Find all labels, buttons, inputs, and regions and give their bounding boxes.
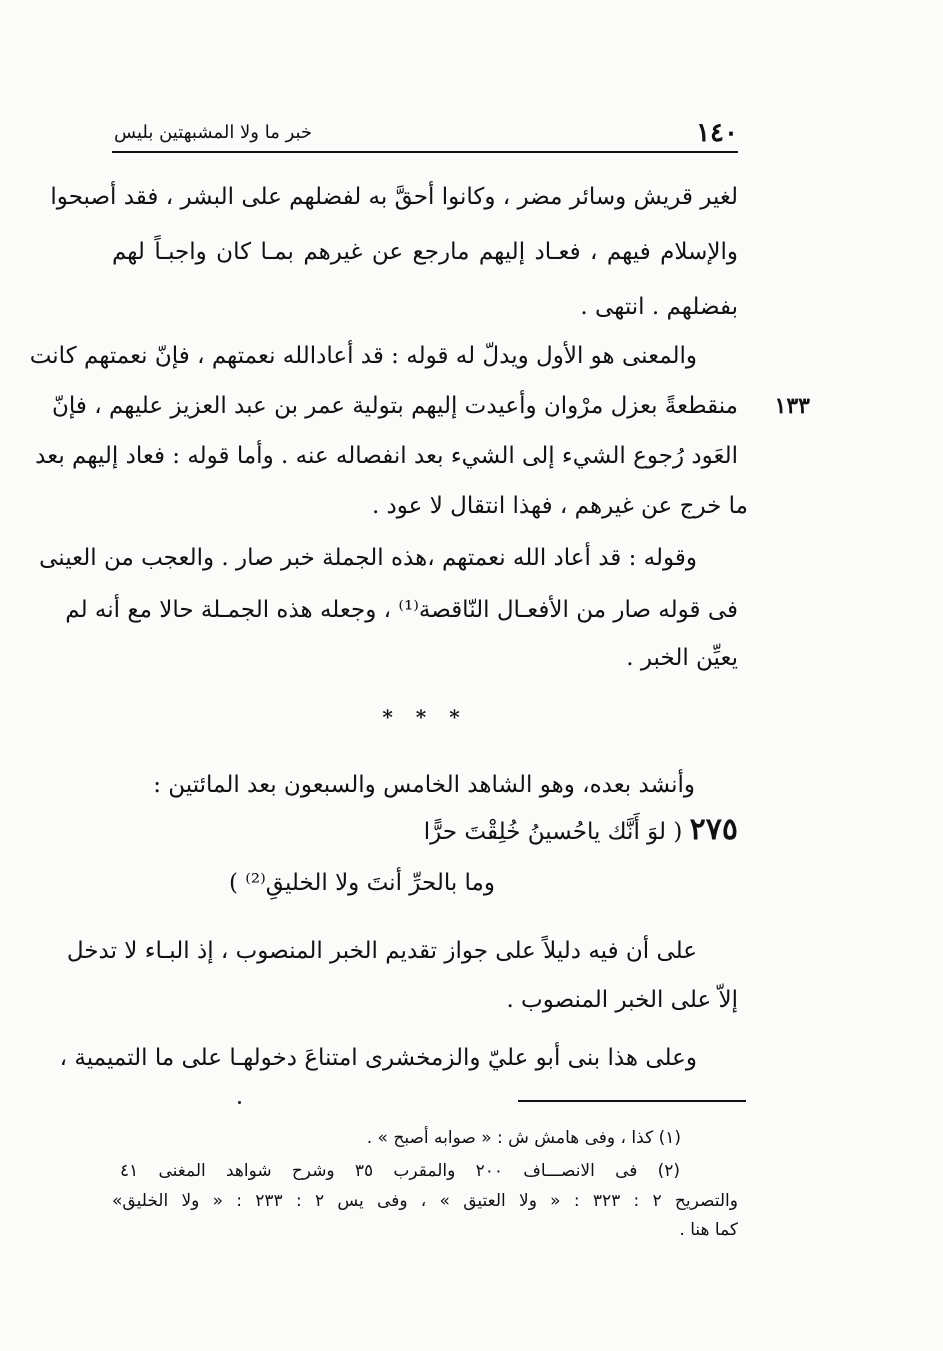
header-rule [112,151,738,153]
p3-line-1: وقوله : قد أعاد الله نعمتهم ،هذه الجملة خبر صار . والعجب من العينى [39,545,697,571]
running-title: خبر ما ولا المشبهتين بليس [114,122,313,143]
p5-line-1: وعلى هذا بنى أبو عليّ والزمخشرى امتناعَ دخولهـا على ما التميمية ، [59,1045,697,1071]
footnote-1: (١) كذا ، وفى هامش ش : « صوابه أصبح » . [366,1128,681,1148]
verse-number: ٢٧٥ [689,812,738,847]
p4-line-1: على أن فيه دليلاً على جواز تقديم الخبر المنصوب ، إذ البـاء لا تدخل [66,938,697,964]
p1-line-3: بفضلهم . انتهى . [580,294,738,320]
p2-line-3: العَود رُجوع الشيء إلى الشيء بعد انفصاله عنه . وأما قوله : فعاد إليهم بعد [35,443,738,469]
footnote-rule [518,1100,746,1102]
footnote-2-line-2: والتصريح ٢ : ٣٢٣ : « ولا العتيق » ، وفى يس ٢ : ٢٣٣ : « ولا الخليق» [112,1191,738,1211]
verse-hemistich-2: وما بالحرِّ أنتَ ولا الخليقِ⁽²⁾ ) [228,870,495,896]
page-number: ١٤٠ [696,118,738,148]
p2-line-2: منقطعةً بعزل مرْوان وأعيدت إليهم بتولية عمر بن عبد العزيز عليهم ، فإنّ [52,393,738,419]
verse-intro: وأنشد بعده، وهو الشاهد الخامس والسبعون بعد المائتين : [153,772,695,798]
p3-line-2: فى قوله صار من الأفعـال النّاقصة⁽¹⁾ ، وجعله هذه الجمـلة حالا مع أنه لم [65,597,738,623]
footnote-2-line-1: (٢) فى الانصـــاف ٢٠٠ والمقرب ٣٥ وشرح شواهد المغنى ٤١ [120,1161,681,1181]
section-separator: * * * [382,705,468,729]
p1-line-2: والإسلام فيهم ، فعـاد إليهم مارجع عن غيرهم بمـا كان واجبـاً لهم [112,239,738,265]
verse-number-line [424,812,738,848]
p1-line-1: لغير قريش وسائر مضر ، وكانوا أحقَّ به لفضلهم على البشر ، فقد أصبحوا [50,184,738,210]
verse-hemistich-1: ( لوَ أَنَّك ياحُسينُ خُلِقْتَ حرًّا [423,819,683,845]
margin-number: ١٣٣ [774,393,810,419]
p2-line-1: والمعنى هو الأول ويدلّ له قوله : قد أعادالله نعمتهم ، فإنّ نعمتهم كانت [29,343,697,369]
p4-line-2: إلاّ على الخبر المنصوب . [506,987,738,1013]
p2-line-4: ما خرج عن غيرهم ، فهذا انتقال لا عود . [371,493,748,519]
p3-line-3: يعيِّن الخبر . [626,645,738,671]
footnote-2-line-3: كما هنا . [679,1220,738,1240]
ink-speck [238,1101,241,1104]
